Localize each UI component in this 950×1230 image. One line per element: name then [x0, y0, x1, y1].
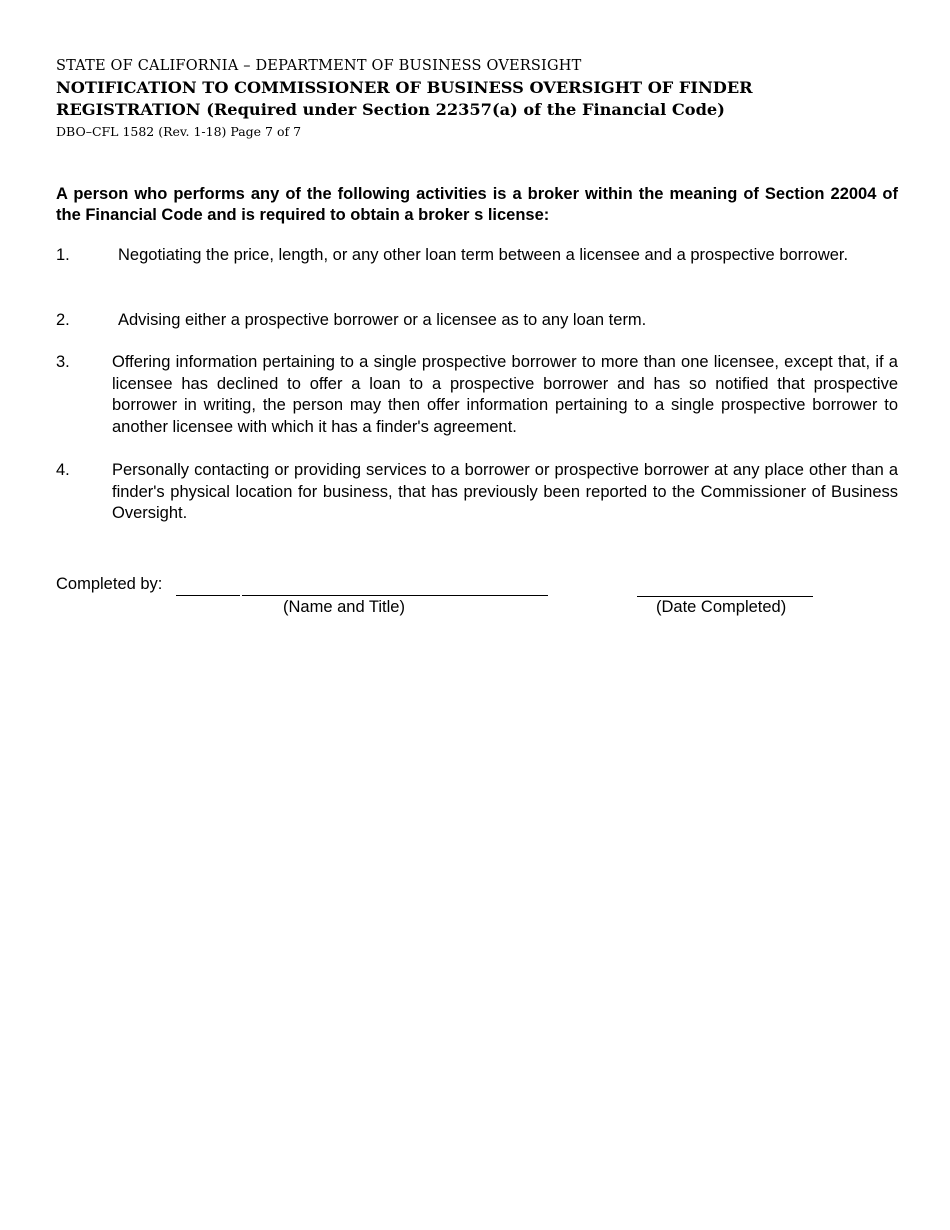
list-item-number: 2. [56, 311, 70, 329]
name-title-field-line[interactable] [176, 595, 240, 596]
agency-heading: STATE OF CALIFORNIA – DEPARTMENT OF BUSINESS OVERSIGHT [56, 58, 582, 74]
list-item-number: 4. [56, 461, 70, 479]
form-number: DBO–CFL 1582 (Rev. 1-18) Page 7 of 7 [56, 124, 302, 139]
date-completed-field-line[interactable] [637, 596, 813, 597]
date-completed-caption: (Date Completed) [656, 598, 787, 616]
completed-by-label: Completed by: [56, 575, 163, 593]
name-title-field-line[interactable] [242, 595, 548, 596]
list-item-number: 3. [56, 353, 70, 371]
list-item-text: Offering information pertaining to a single prospective borrower to more than one licensee, except that, if a licensee has declined to offer a loan to a prospective borrower and has so notified that prospective borrower in writing, the person may then offer information pertaining to a single prospective borrower to another licensee with which it has a finder's agreement. [112, 353, 898, 436]
list-item-text: Personally contacting or providing services to a borrower or prospective borrower at any place other than a finder's physical location for business, that has previously been reported to the Commissioner of Business Oversight. [112, 461, 898, 522]
name-title-caption: (Name and Title) [283, 598, 405, 616]
list-item-text: Advising either a prospective borrower or a licensee as to any loan term. [118, 311, 647, 329]
list-item-text: Negotiating the price, length, or any other loan term between a licensee and a prospective borrower. [118, 246, 849, 264]
form-title: NOTIFICATION TO COMMISSIONER OF BUSINESS OVERSIGHT OF FINDER REGISTRATION (Required under Section 22357(a) of the Financial Code) [56, 78, 753, 119]
list-item-number: 1. [56, 246, 70, 264]
intro-paragraph: A person who performs any of the following activities is a broker within the meaning of Section 22004 of the Financial Code and is required to obtain a broker s license: [56, 185, 898, 224]
